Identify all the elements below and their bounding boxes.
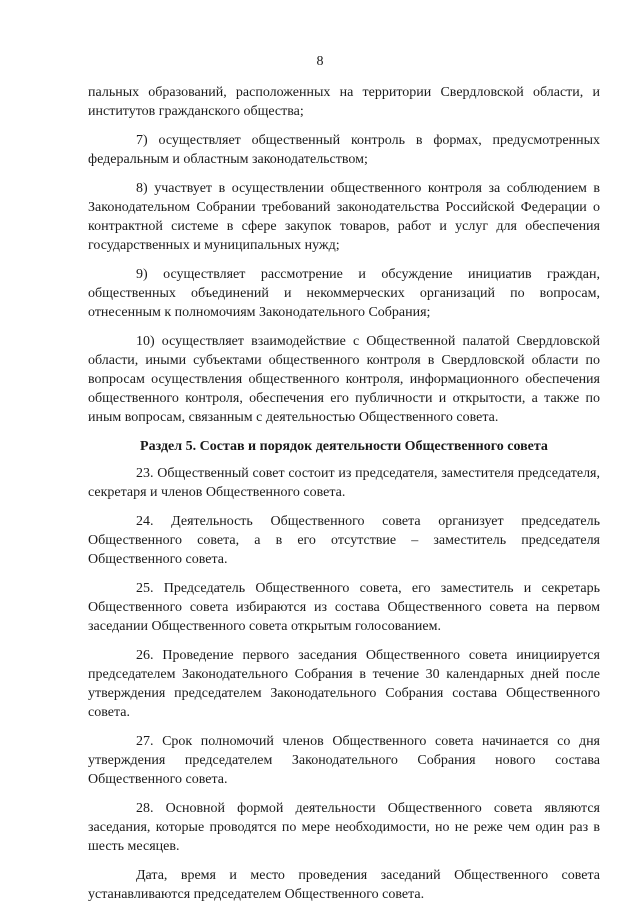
document-body xyxy=(88,83,600,914)
paragraph-item-9: 9) осуществляет рассмотрение и обсуждение инициатив граждан, общественных объединений и некоммерческих организаций по вопросам, отнесенным к полномочиям Законодательного Собрания; xyxy=(88,267,600,320)
paragraph-item-8: 8) участвует в осуществлении общественного контроля за соблюдением в Законодательном Собрании требований законодательства Российской Федерации о контрактной системе в сфере закупок товаров, работ и услуг для обеспечения государственных и муниципальных нужд; xyxy=(88,181,600,253)
paragraph-24: 24. Деятельность Общественного совета организует председатель Общественного совета, а в его отсутствие – заместитель председателя Общественного совета. xyxy=(88,514,600,567)
paragraph-25: 25. Председатель Общественного совета, его заместитель и секретарь Общественного совета избираются из состава Общественного совета на первом заседании Общественного совета открытым голосованием. xyxy=(88,581,600,634)
paragraph-26: 26. Проведение первого заседания Общественного совета инициируется председателем Законодательного Собрания в течение 30 календарных дней после утверждения председателем Законодательного Собрания состава Общественного совета. xyxy=(88,648,600,720)
paragraph-continuation: пальных образований, расположенных на территории Свердловской области, и институтов гражданского общества; xyxy=(88,85,600,119)
paragraph-28: 28. Основной формой деятельности Общественного совета являются заседания, которые проводятся по мере необходимости, но не реже чем один раз в шесть месяцев. xyxy=(88,801,600,854)
paragraph-item-10: 10) осуществляет взаимодействие с Общественной палатой Свердловской области, иными субъектами общественного контроля в Свердловской области по вопросам осуществления общественного контроля, информационного обеспечения общественного контроля, обеспечения его публичности и открытости, а также по иным вопросам, связанным с деятельностью Общественного совета. xyxy=(88,334,600,425)
paragraph-23: 23. Общественный совет состоит из председателя, заместителя председателя, секретаря и членов Общественного совета. xyxy=(88,466,600,500)
paragraph-27: 27. Срок полномочий членов Общественного совета начинается со дня утверждения председателем Законодательного Собрания нового состава Общественного совета. xyxy=(88,734,600,787)
section-heading: Раздел 5. Состав и порядок деятельности Общественного совета xyxy=(140,439,548,454)
paragraph-item-7: 7) осуществляет общественный контроль в формах, предусмотренных федеральным и областным законодательством; xyxy=(88,133,600,167)
page-number: 8 xyxy=(316,54,324,69)
paragraph-meeting-schedule: Дата, время и место проведения заседаний Общественного совета устанавливаются председателем Общественного совета. xyxy=(88,868,600,902)
